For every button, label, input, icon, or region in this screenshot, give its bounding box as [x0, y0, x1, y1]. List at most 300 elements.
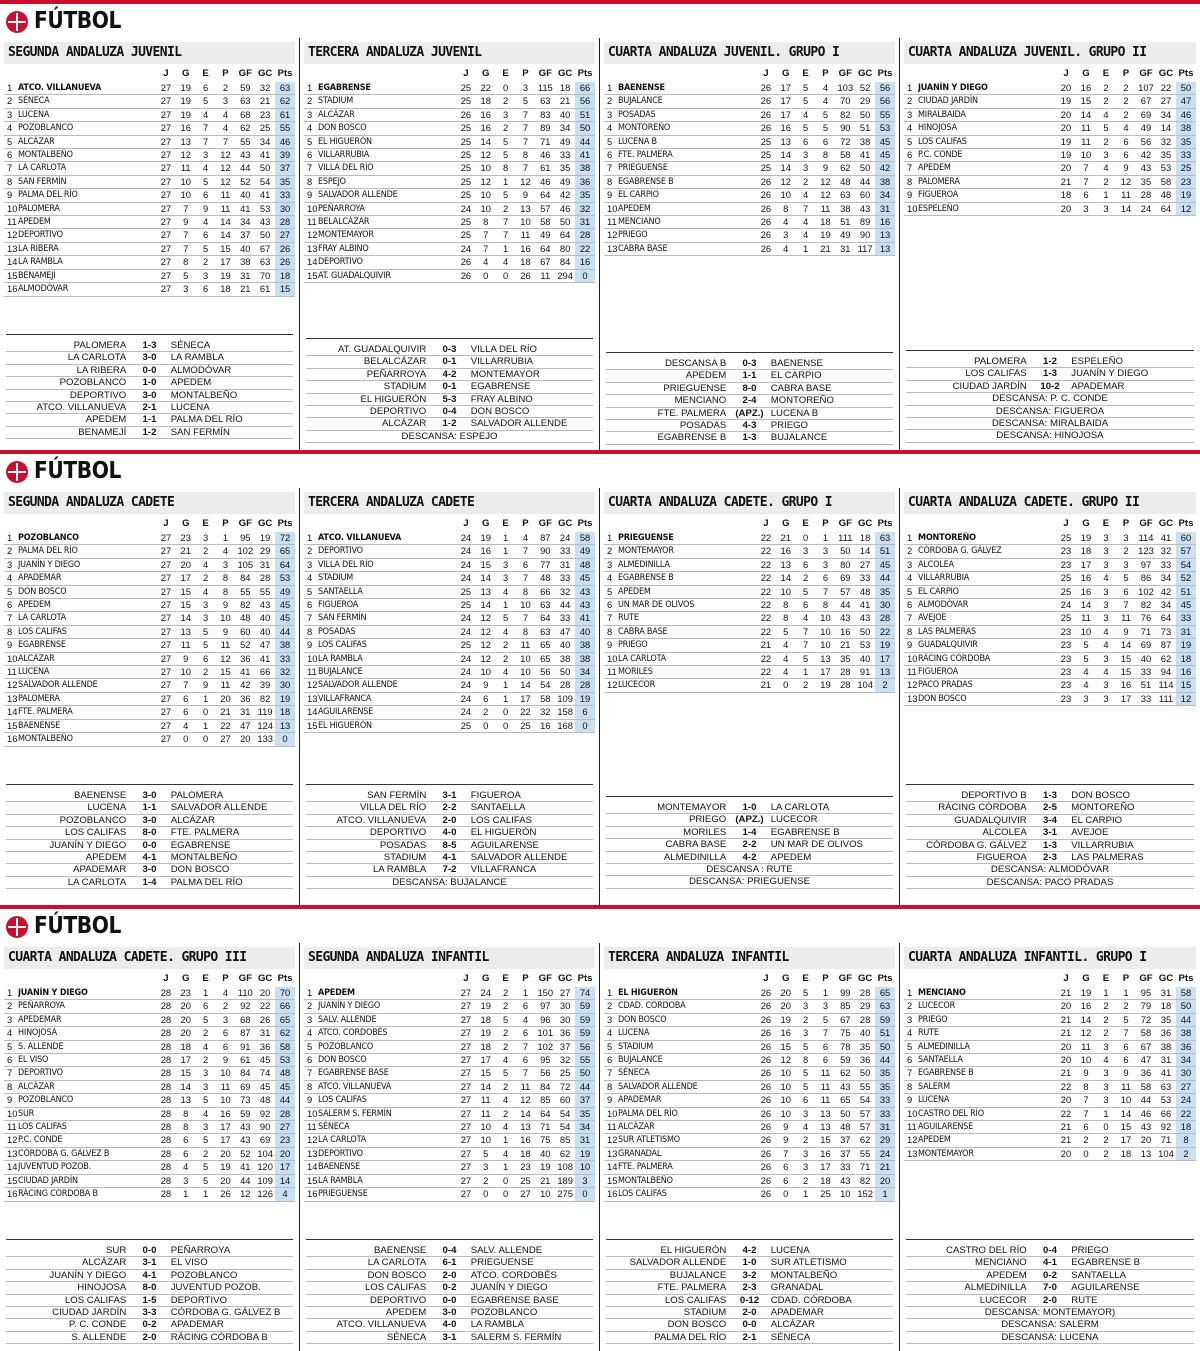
goals-for: 49: [835, 229, 855, 242]
position: 10: [604, 1107, 618, 1120]
lost: 9: [216, 599, 236, 612]
lost: 17: [216, 256, 236, 269]
table-row: [304, 1121, 595, 1134]
goals-against: 64: [555, 229, 575, 242]
won: 7: [1076, 162, 1096, 175]
points: 38: [575, 162, 595, 175]
won: 3: [476, 1161, 496, 1174]
goals-against: 72: [555, 1080, 575, 1093]
goals-for: 28: [835, 679, 855, 692]
played: 27: [456, 1094, 476, 1107]
away-team: MONTOREÑO: [770, 395, 834, 407]
section-title: FÚTBOL: [34, 8, 121, 34]
lost: 4: [516, 1013, 536, 1026]
bye-note: DESCANSA: PRIEGUENSE: [606, 876, 893, 888]
points: 18: [275, 269, 295, 282]
team-name: JUANÍN Y DIEGO: [318, 1000, 456, 1013]
won: 4: [776, 652, 796, 665]
match-result: [606, 814, 893, 826]
played: 26: [756, 1000, 776, 1013]
drawn: 2: [796, 175, 816, 188]
match-result: [606, 1295, 893, 1307]
played: 24: [456, 666, 476, 679]
played: 22: [756, 625, 776, 638]
won: 9: [776, 1121, 796, 1134]
table-row: [4, 122, 295, 135]
position: 5: [304, 1040, 318, 1053]
goals-against: 90: [255, 1121, 275, 1134]
column-header-gf: GF: [538, 972, 552, 984]
won: 20: [176, 1013, 196, 1026]
drawn: 2: [796, 1013, 816, 1026]
played: 24: [456, 625, 476, 638]
drawn: 5: [196, 175, 216, 188]
position: 7: [904, 162, 918, 175]
position: 12: [604, 1134, 618, 1147]
points: 61: [275, 108, 295, 121]
position: 14: [4, 256, 18, 269]
home-team: LUCECOR: [979, 1294, 1027, 1306]
lost: 3: [216, 558, 236, 571]
played: 26: [756, 82, 776, 95]
lost: 3: [816, 1000, 836, 1013]
lost: 15: [816, 1134, 836, 1147]
home-team: APEDEM: [385, 1306, 427, 1318]
points: 66: [275, 1000, 295, 1013]
points: 32: [575, 202, 595, 215]
drawn: 2: [196, 1027, 216, 1040]
won: 6: [176, 692, 196, 705]
position: 14: [4, 1161, 18, 1174]
score: 4-2: [742, 851, 757, 863]
table-row: [904, 1080, 1196, 1093]
table-row: [304, 175, 595, 188]
team-name: ALCÁZAR: [18, 652, 156, 665]
match-result: [906, 1257, 1194, 1269]
played: 27: [156, 162, 176, 175]
played: 18: [1056, 189, 1076, 202]
match-result: [306, 790, 593, 802]
lost: 11: [216, 189, 236, 202]
position: 8: [4, 625, 18, 638]
lost: 7: [516, 122, 536, 135]
points: 35: [875, 585, 895, 598]
away-team: EL HIGUERÓN: [470, 827, 537, 839]
column-header-j: J: [1063, 972, 1069, 984]
home-team: PEÑARROYA: [366, 368, 427, 380]
table-row: [904, 1000, 1196, 1013]
score: 1-1: [142, 414, 157, 426]
won: 16: [1076, 82, 1096, 95]
goals-against: 53: [1156, 162, 1176, 175]
position: 15: [604, 1174, 618, 1187]
lost: 3: [216, 1013, 236, 1026]
position: 6: [4, 1054, 18, 1067]
table-row: [304, 599, 595, 612]
score: 0-1: [442, 381, 457, 393]
table-row: [304, 652, 595, 665]
drawn: 4: [196, 1040, 216, 1053]
score: 2-4: [742, 395, 757, 407]
points: 27: [275, 1121, 295, 1134]
drawn: 2: [1096, 95, 1116, 108]
goals-against: 57: [855, 1107, 875, 1120]
goals-against: 48: [255, 1094, 275, 1107]
played: 28: [156, 1094, 176, 1107]
drawn: 5: [496, 189, 516, 202]
match-result: [906, 852, 1194, 864]
position: 13: [304, 692, 318, 705]
table-row: [4, 625, 295, 638]
won: 22: [476, 82, 496, 95]
match-result: [306, 344, 593, 356]
goals-against: 104: [1156, 1147, 1176, 1160]
points: 43: [575, 599, 595, 612]
position: 8: [304, 1080, 318, 1093]
score: 1-4: [742, 826, 757, 838]
team-name: EGABRENSE B: [618, 572, 756, 585]
won: 10: [1076, 1054, 1096, 1067]
drawn: 1: [496, 692, 516, 705]
column-header-gf: GF: [838, 517, 852, 529]
match-result: [306, 1245, 593, 1257]
goals-against: 64: [1156, 202, 1176, 215]
column-header-pts: Pts: [577, 972, 593, 984]
table-row: [304, 149, 595, 162]
drawn: 2: [1096, 1027, 1116, 1040]
score: 3-0: [142, 790, 157, 801]
home-team: MORILES: [683, 826, 727, 838]
home-team: PRIEGO: [688, 814, 727, 826]
team-name: SALVADOR ALLENDE: [318, 679, 456, 692]
won: 5: [176, 269, 196, 282]
match-result: [906, 1295, 1194, 1307]
team-name: EL VISO: [18, 1054, 156, 1067]
away-team: AGUILARENSE: [470, 839, 539, 851]
played: 23: [1056, 692, 1076, 705]
home-team: DEPORTIVO: [369, 827, 427, 839]
standings-header-row: [304, 64, 595, 82]
league-title: TERCERA ANDALUZA CADETE: [304, 492, 595, 514]
won: 10: [476, 202, 496, 215]
match-result: [906, 827, 1194, 839]
column-header-g: G: [782, 972, 790, 984]
won: 11: [1076, 612, 1096, 625]
goals-against: 34: [1156, 572, 1176, 585]
table-row: [4, 175, 295, 188]
position: 15: [304, 1174, 318, 1187]
score: 2-2: [442, 802, 457, 814]
lost: 6: [216, 1027, 236, 1040]
score: 2-0: [1043, 1294, 1057, 1306]
position: 2: [304, 95, 318, 108]
score: 3-0: [142, 864, 157, 876]
lost: 13: [816, 1121, 836, 1134]
table-row: [604, 242, 895, 255]
goals-for: 37: [835, 1147, 855, 1160]
played: 25: [1056, 612, 1076, 625]
column-header-pts: Pts: [1178, 517, 1194, 529]
won: 14: [476, 135, 496, 148]
won: 10: [776, 1067, 796, 1080]
goals-against: 29: [855, 1000, 875, 1013]
home-team: GUADALQUIVIR: [954, 814, 1027, 826]
column-header-pts: Pts: [1178, 67, 1194, 79]
away-team: EGABRENSE B: [1071, 1257, 1141, 1269]
score: 2-3: [1043, 851, 1057, 863]
position: 11: [904, 666, 918, 679]
table-row: [304, 1054, 595, 1067]
column-header-gf: GF: [838, 972, 852, 984]
position: 1: [904, 987, 918, 1000]
points: 19: [275, 692, 295, 705]
position: 14: [304, 1161, 318, 1174]
score: 3-0: [142, 814, 157, 826]
won: 15: [176, 585, 196, 598]
goals-for: 75: [535, 1134, 555, 1147]
position: 2: [604, 545, 618, 558]
goals-for: 78: [835, 1040, 855, 1053]
home-team: SUR: [106, 1245, 127, 1256]
won: 7: [1076, 1094, 1096, 1107]
won: 16: [476, 122, 496, 135]
match-result: [906, 802, 1194, 814]
table-row: [4, 639, 295, 652]
match-result: [606, 358, 893, 370]
position: 1: [304, 987, 318, 1000]
won: 16: [1076, 572, 1096, 585]
goals-for: 56: [535, 666, 555, 679]
goals-for: 32: [535, 706, 555, 719]
lost: 13: [816, 652, 836, 665]
goals-against: 40: [855, 1027, 875, 1040]
match-result: [6, 377, 293, 389]
lost: 3: [1116, 558, 1136, 571]
goals-against: 30: [555, 1000, 575, 1013]
team-name: RÁCING CÓRDOBA: [918, 652, 1056, 665]
match-result: [306, 418, 593, 430]
team-name: LOS CALIFAS: [318, 639, 456, 652]
header-blank: [904, 64, 918, 82]
match-result: [906, 815, 1194, 827]
home-team: LOS CALIFAS: [64, 827, 127, 839]
lost: 8: [816, 599, 836, 612]
goals-for: 65: [535, 652, 555, 665]
header-blank: [4, 969, 18, 987]
position: 12: [304, 229, 318, 242]
position: 8: [304, 175, 318, 188]
lost: 20: [216, 692, 236, 705]
column-header-j: J: [163, 972, 169, 984]
goals-against: 80: [555, 242, 575, 255]
played: 25: [1056, 585, 1076, 598]
home-team: DEPORTIVO: [369, 1294, 427, 1306]
points: 0: [575, 1188, 595, 1201]
lost: 26: [216, 1188, 236, 1201]
table-row: [604, 666, 895, 679]
goals-for: 46: [535, 149, 555, 162]
home-team: STADIUM: [683, 1306, 727, 1318]
table-row: [604, 149, 895, 162]
table-row: [304, 242, 595, 255]
team-name: LUCENA: [918, 1094, 1056, 1107]
home-team: LA RAMBLA: [372, 864, 427, 876]
table-row: [304, 639, 595, 652]
home-team: SALVADOR ALLENDE: [629, 1257, 727, 1269]
header-team: [618, 969, 756, 987]
column-header-gf: GF: [1139, 972, 1153, 984]
position: 4: [304, 122, 318, 135]
points: 19: [575, 1147, 595, 1160]
lost: 11: [216, 639, 236, 652]
won: 17: [776, 95, 796, 108]
goals-for: 95: [235, 532, 255, 545]
drawn: 3: [496, 558, 516, 571]
position: 11: [4, 1121, 18, 1134]
played: 27: [456, 1040, 476, 1053]
played: 26: [756, 1027, 776, 1040]
won: 19: [176, 95, 196, 108]
points: 53: [275, 1054, 295, 1067]
goals-for: 33: [835, 1161, 855, 1174]
goals-against: 91: [855, 666, 875, 679]
lost: 7: [816, 585, 836, 598]
drawn: 1: [196, 987, 216, 1000]
team-name: ATCO. CORDOBÉS: [318, 1027, 456, 1040]
position: 12: [4, 229, 18, 242]
away-team: DON BOSCO: [1071, 790, 1130, 801]
played: 27: [156, 242, 176, 255]
column-header-j: J: [163, 517, 169, 529]
played: 21: [756, 679, 776, 692]
table-row: [604, 202, 895, 215]
position: 1: [304, 532, 318, 545]
won: 10: [476, 1121, 496, 1134]
goals-against: 152: [855, 1188, 875, 1201]
away-team: EGABRENSE: [470, 381, 531, 393]
position: 9: [604, 1094, 618, 1107]
table-row: [304, 1094, 595, 1107]
goals-for: 61: [535, 162, 555, 175]
won: 6: [776, 1174, 796, 1187]
table-row: [304, 269, 595, 282]
drawn: 2: [1096, 1134, 1116, 1147]
goals-for: 87: [535, 532, 555, 545]
drawn: 2: [1096, 1013, 1116, 1026]
lost: 16: [516, 242, 536, 255]
match-result: [6, 340, 293, 352]
points: 50: [575, 1067, 595, 1080]
table-row: [904, 1147, 1196, 1160]
goals-against: 47: [255, 639, 275, 652]
goals-for: 43: [835, 612, 855, 625]
score: 3-0: [142, 352, 157, 364]
goals-against: 92: [1156, 1121, 1176, 1134]
points: 35: [875, 1067, 895, 1080]
position: 13: [304, 242, 318, 255]
table-row: [904, 1094, 1196, 1107]
played: 26: [456, 256, 476, 269]
table-row: [904, 202, 1196, 215]
league-title: TERCERA ANDALUZA JUVENIL: [304, 42, 595, 64]
played: 28: [156, 1040, 176, 1053]
lost: 10: [816, 639, 836, 652]
team-name: PEÑARROYA: [318, 202, 456, 215]
results-divider: [906, 350, 1194, 351]
team-name: PRIEGUENSE: [318, 1188, 456, 1201]
team-name: LA CARLOTA: [318, 1134, 456, 1147]
goals-for: 11: [535, 269, 555, 282]
drawn: 3: [196, 612, 216, 625]
away-team: SUR ATLETISMO: [770, 1257, 847, 1269]
goals-for: 90: [835, 122, 855, 135]
drawn: 5: [496, 135, 516, 148]
won: 14: [776, 162, 796, 175]
position: 13: [304, 1147, 318, 1160]
bye-note: DESCANSA: FIGUEROA: [906, 406, 1194, 418]
won: 14: [1076, 599, 1096, 612]
lost: 7: [1116, 599, 1136, 612]
goals-for: 16: [535, 719, 555, 732]
points: 0: [275, 733, 295, 746]
goals-for: 73: [235, 1094, 255, 1107]
goals-against: 50: [255, 229, 275, 242]
goals-for: 47: [1136, 1054, 1156, 1067]
score: 4-1: [142, 851, 157, 863]
drawn: 7: [796, 625, 816, 638]
home-team: PRIEGUENSE: [663, 382, 727, 394]
played: 22: [756, 599, 776, 612]
goals-for: 48: [835, 175, 855, 188]
goals-for: 49: [1136, 122, 1156, 135]
away-team: EL VISO: [170, 1257, 208, 1269]
won: 7: [176, 679, 196, 692]
team-name: ATCO. VILLANUEVA: [318, 532, 456, 545]
lost: 11: [1116, 1080, 1136, 1093]
won: 4: [476, 256, 496, 269]
points: 58: [575, 532, 595, 545]
goals-against: 52: [855, 82, 875, 95]
standings-table: [604, 64, 895, 256]
goals-for: 83: [535, 108, 555, 121]
table-row: [904, 1107, 1196, 1120]
table-row: [604, 1013, 895, 1026]
score: 1-0: [742, 802, 757, 813]
goals-for: 31: [235, 706, 255, 719]
team-name: APADEMAR: [18, 572, 156, 585]
team-name: APEDEM: [18, 216, 156, 229]
table-row: [4, 189, 295, 202]
goals-against: 108: [555, 1161, 575, 1174]
won: 19: [476, 1027, 496, 1040]
won: 4: [176, 1161, 196, 1174]
points: 37: [575, 1094, 595, 1107]
goals-for: 44: [235, 162, 255, 175]
points: 20: [275, 1147, 295, 1160]
table-row: [604, 987, 895, 1000]
team-name: RUTE: [918, 1027, 1056, 1040]
played: 27: [156, 625, 176, 638]
table-row: [4, 987, 295, 1000]
away-team: PALOMERA: [170, 790, 224, 801]
drawn: 4: [196, 1107, 216, 1120]
home-team: LA RIBERA: [76, 364, 127, 376]
drawn: 1: [196, 692, 216, 705]
drawn: 0: [1096, 1121, 1116, 1134]
position: 14: [4, 706, 18, 719]
points: 49: [275, 585, 295, 598]
won: 4: [776, 639, 796, 652]
